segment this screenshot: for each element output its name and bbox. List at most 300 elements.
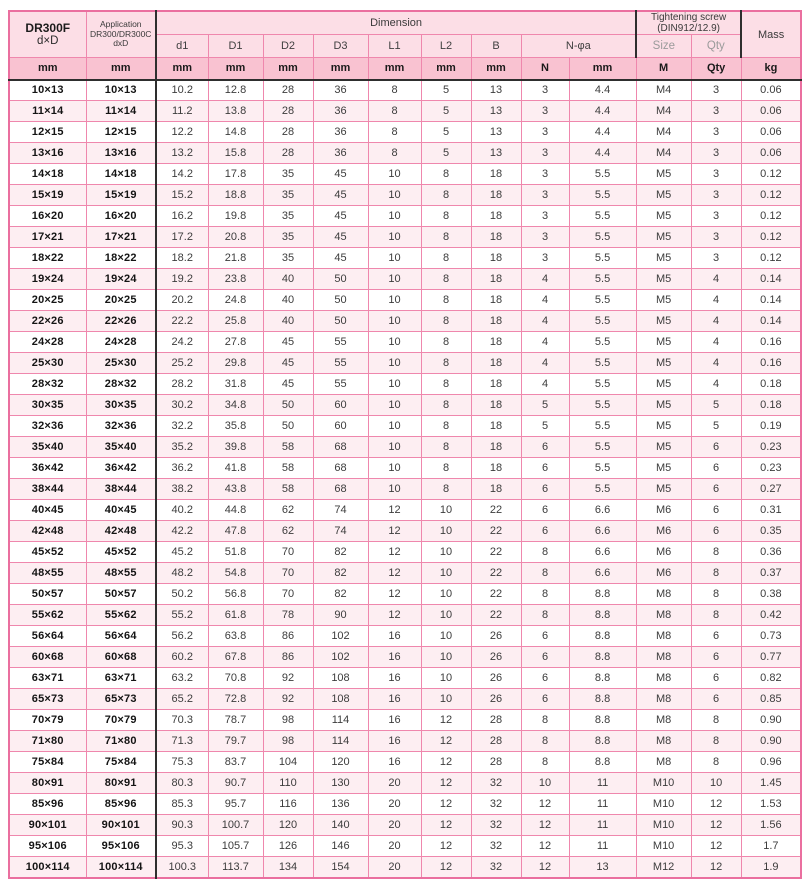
cell-N: 8 [521, 584, 569, 605]
cell-application-dxD: 15×19 [86, 185, 156, 206]
unit-N: N [521, 58, 569, 80]
cell-mass: 0.96 [741, 752, 801, 773]
cell-N: 6 [521, 458, 569, 479]
cell-phi-a: 5.5 [569, 395, 636, 416]
cell-D3: 60 [313, 416, 368, 437]
cell-D1: 41.8 [208, 458, 263, 479]
cell-screw-size: M5 [636, 206, 691, 227]
cell-phi-a: 13 [569, 857, 636, 878]
cell-D1: 27.8 [208, 332, 263, 353]
cell-D1: 51.8 [208, 542, 263, 563]
cell-L2: 8 [421, 206, 471, 227]
cell-D1: 83.7 [208, 752, 263, 773]
cell-D1: 100.7 [208, 815, 263, 836]
cell-dxD: 13×16 [9, 143, 86, 164]
cell-screw-qty: 4 [691, 353, 741, 374]
cell-N: 6 [521, 437, 569, 458]
cell-N: 12 [521, 794, 569, 815]
cell-D2: 45 [263, 332, 313, 353]
cell-L1: 10 [368, 290, 421, 311]
cell-D2: 116 [263, 794, 313, 815]
col-header-L2: L2 [421, 35, 471, 58]
cell-screw-size: M8 [636, 626, 691, 647]
cell-d1: 24.2 [156, 332, 208, 353]
cell-d1: 16.2 [156, 206, 208, 227]
cell-screw-size: M5 [636, 395, 691, 416]
cell-dxD: 42×48 [9, 521, 86, 542]
cell-D2: 134 [263, 857, 313, 878]
cell-phi-a: 5.5 [569, 437, 636, 458]
cell-application-dxD: 35×40 [86, 437, 156, 458]
cell-screw-qty: 8 [691, 542, 741, 563]
cell-screw-qty: 3 [691, 80, 741, 101]
cell-screw-qty: 6 [691, 500, 741, 521]
cell-phi-a: 11 [569, 794, 636, 815]
cell-screw-qty: 8 [691, 563, 741, 584]
cell-mass: 1.7 [741, 836, 801, 857]
cell-L1: 16 [368, 731, 421, 752]
cell-d1: 42.2 [156, 521, 208, 542]
header-row-groups [9, 11, 801, 35]
table-row [9, 521, 801, 542]
cell-d1: 35.2 [156, 437, 208, 458]
cell-D1: 56.8 [208, 584, 263, 605]
cell-D1: 15.8 [208, 143, 263, 164]
cell-dxD: 10×13 [9, 80, 86, 101]
cell-d1: 56.2 [156, 626, 208, 647]
cell-L2: 12 [421, 815, 471, 836]
cell-N: 3 [521, 227, 569, 248]
cell-N: 6 [521, 521, 569, 542]
table-row [9, 458, 801, 479]
cell-D2: 92 [263, 668, 313, 689]
cell-D2: 50 [263, 395, 313, 416]
cell-mass: 0.73 [741, 626, 801, 647]
cell-screw-qty: 8 [691, 584, 741, 605]
cell-screw-size: M12 [636, 857, 691, 878]
cell-L1: 20 [368, 857, 421, 878]
cell-B: 32 [471, 773, 521, 794]
cell-application-dxD: 11×14 [86, 101, 156, 122]
cell-D3: 55 [313, 353, 368, 374]
cell-B: 18 [471, 269, 521, 290]
cell-D1: 43.8 [208, 479, 263, 500]
cell-mass: 0.90 [741, 710, 801, 731]
cell-application-dxD: 45×52 [86, 542, 156, 563]
cell-phi-a: 4.4 [569, 80, 636, 101]
cell-application-dxD: 25×30 [86, 353, 156, 374]
cell-D2: 98 [263, 731, 313, 752]
cell-L1: 10 [368, 332, 421, 353]
cell-screw-qty: 8 [691, 731, 741, 752]
cell-dxD: 11×14 [9, 101, 86, 122]
cell-L2: 5 [421, 122, 471, 143]
cell-B: 18 [471, 290, 521, 311]
cell-D2: 40 [263, 269, 313, 290]
cell-D3: 102 [313, 626, 368, 647]
cell-L2: 8 [421, 290, 471, 311]
cell-B: 18 [471, 311, 521, 332]
cell-D2: 28 [263, 122, 313, 143]
cell-phi-a: 5.5 [569, 269, 636, 290]
cell-application-dxD: 48×55 [86, 563, 156, 584]
cell-screw-qty: 6 [691, 437, 741, 458]
cell-phi-a: 5.5 [569, 164, 636, 185]
cell-application-dxD: 24×28 [86, 332, 156, 353]
cell-N: 3 [521, 206, 569, 227]
cell-d1: 22.2 [156, 311, 208, 332]
cell-L1: 20 [368, 794, 421, 815]
cell-B: 18 [471, 206, 521, 227]
cell-screw-qty: 12 [691, 857, 741, 878]
cell-D1: 17.8 [208, 164, 263, 185]
col-header-dxd [9, 11, 86, 58]
cell-B: 26 [471, 647, 521, 668]
cell-D2: 40 [263, 290, 313, 311]
cell-L1: 16 [368, 710, 421, 731]
table-row [9, 836, 801, 857]
cell-screw-size: M5 [636, 227, 691, 248]
cell-mass: 0.06 [741, 80, 801, 101]
cell-D3: 45 [313, 227, 368, 248]
cell-dxD: 56×64 [9, 626, 86, 647]
cell-D1: 14.8 [208, 122, 263, 143]
table-row [9, 227, 801, 248]
col-header-L1: L1 [368, 35, 421, 58]
cell-phi-a: 4.4 [569, 122, 636, 143]
cell-application-dxD: 71×80 [86, 731, 156, 752]
cell-D2: 78 [263, 605, 313, 626]
cell-L2: 12 [421, 836, 471, 857]
cell-D1: 23.8 [208, 269, 263, 290]
table-row [9, 101, 801, 122]
cell-screw-size: M8 [636, 731, 691, 752]
cell-application-dxD: 18×22 [86, 248, 156, 269]
cell-L1: 10 [368, 248, 421, 269]
cell-phi-a: 8.8 [569, 626, 636, 647]
cell-L2: 10 [421, 563, 471, 584]
cell-d1: 36.2 [156, 458, 208, 479]
cell-L1: 10 [368, 437, 421, 458]
cell-D3: 74 [313, 521, 368, 542]
cell-d1: 18.2 [156, 248, 208, 269]
table-row [9, 752, 801, 773]
cell-D3: 45 [313, 164, 368, 185]
cell-B: 22 [471, 500, 521, 521]
cell-d1: 15.2 [156, 185, 208, 206]
cell-D3: 36 [313, 122, 368, 143]
cell-d1: 38.2 [156, 479, 208, 500]
cell-D1: 61.8 [208, 605, 263, 626]
cell-application-dxD: 42×48 [86, 521, 156, 542]
cell-d1: 17.2 [156, 227, 208, 248]
tightening-screw-line-2: (DIN912/12.9) [657, 23, 721, 34]
unit-B: mm [471, 58, 521, 80]
cell-D2: 28 [263, 80, 313, 101]
cell-L1: 12 [368, 563, 421, 584]
table-row [9, 374, 801, 395]
cell-mass: 0.14 [741, 311, 801, 332]
cell-d1: 48.2 [156, 563, 208, 584]
cell-screw-qty: 3 [691, 101, 741, 122]
cell-D3: 45 [313, 206, 368, 227]
cell-L2: 12 [421, 752, 471, 773]
cell-N: 8 [521, 710, 569, 731]
cell-screw-qty: 8 [691, 710, 741, 731]
cell-mass: 1.9 [741, 857, 801, 878]
cell-mass: 0.06 [741, 143, 801, 164]
cell-screw-size: M4 [636, 101, 691, 122]
cell-B: 13 [471, 101, 521, 122]
cell-application-dxD: 19×24 [86, 269, 156, 290]
cell-D1: 24.8 [208, 290, 263, 311]
table-row [9, 647, 801, 668]
cell-N: 6 [521, 626, 569, 647]
cell-B: 13 [471, 122, 521, 143]
cell-N: 4 [521, 311, 569, 332]
cell-dxD: 50×57 [9, 584, 86, 605]
cell-mass: 0.38 [741, 584, 801, 605]
cell-mass: 0.23 [741, 437, 801, 458]
cell-L2: 8 [421, 227, 471, 248]
cell-N: 4 [521, 332, 569, 353]
cell-mass: 0.31 [741, 500, 801, 521]
cell-B: 32 [471, 857, 521, 878]
cell-B: 26 [471, 668, 521, 689]
cell-mass: 0.36 [741, 542, 801, 563]
unit-D3: mm [313, 58, 368, 80]
cell-d1: 63.2 [156, 668, 208, 689]
table-row [9, 395, 801, 416]
cell-d1: 20.2 [156, 290, 208, 311]
cell-phi-a: 4.4 [569, 101, 636, 122]
cell-L2: 8 [421, 395, 471, 416]
cell-L2: 8 [421, 416, 471, 437]
cell-D3: 50 [313, 269, 368, 290]
col-header-dxd-title: DR300F [25, 20, 71, 35]
cell-d1: 71.3 [156, 731, 208, 752]
cell-D2: 45 [263, 374, 313, 395]
cell-D3: 55 [313, 374, 368, 395]
cell-L1: 20 [368, 836, 421, 857]
dimension-table [8, 10, 802, 879]
unit-d1: mm [156, 58, 208, 80]
cell-D3: 108 [313, 668, 368, 689]
cell-mass: 0.82 [741, 668, 801, 689]
cell-D2: 35 [263, 206, 313, 227]
cell-phi-a: 8.8 [569, 689, 636, 710]
cell-L2: 12 [421, 773, 471, 794]
cell-L2: 8 [421, 248, 471, 269]
cell-screw-qty: 12 [691, 794, 741, 815]
cell-dxD: 70×79 [9, 710, 86, 731]
cell-application-dxD: 28×32 [86, 374, 156, 395]
cell-mass: 0.18 [741, 374, 801, 395]
cell-dxD: 30×35 [9, 395, 86, 416]
cell-screw-size: M4 [636, 80, 691, 101]
cell-d1: 28.2 [156, 374, 208, 395]
cell-N: 3 [521, 80, 569, 101]
cell-N: 8 [521, 563, 569, 584]
cell-L1: 20 [368, 815, 421, 836]
unit-phi-a: mm [569, 58, 636, 80]
col-group-dimension: Dimension [156, 11, 636, 35]
cell-D2: 28 [263, 143, 313, 164]
cell-screw-size: M6 [636, 563, 691, 584]
cell-mass: 0.85 [741, 689, 801, 710]
cell-B: 18 [471, 353, 521, 374]
cell-N: 4 [521, 269, 569, 290]
cell-D2: 86 [263, 647, 313, 668]
cell-dxD: 19×24 [9, 269, 86, 290]
cell-d1: 50.2 [156, 584, 208, 605]
cell-L2: 12 [421, 731, 471, 752]
cell-phi-a: 5.5 [569, 248, 636, 269]
cell-B: 22 [471, 521, 521, 542]
cell-screw-size: M5 [636, 332, 691, 353]
cell-D3: 90 [313, 605, 368, 626]
cell-D1: 78.7 [208, 710, 263, 731]
cell-L2: 10 [421, 626, 471, 647]
cell-screw-size: M8 [636, 584, 691, 605]
cell-L2: 12 [421, 857, 471, 878]
cell-D3: 120 [313, 752, 368, 773]
cell-screw-size: M5 [636, 374, 691, 395]
cell-L1: 16 [368, 752, 421, 773]
cell-mass: 0.12 [741, 164, 801, 185]
cell-D3: 45 [313, 248, 368, 269]
cell-d1: 75.3 [156, 752, 208, 773]
cell-phi-a: 6.6 [569, 500, 636, 521]
cell-N: 12 [521, 857, 569, 878]
table-row [9, 668, 801, 689]
cell-dxD: 80×91 [9, 773, 86, 794]
cell-screw-size: M6 [636, 500, 691, 521]
cell-D3: 68 [313, 437, 368, 458]
cell-screw-qty: 8 [691, 605, 741, 626]
cell-mass: 0.35 [741, 521, 801, 542]
cell-L1: 12 [368, 521, 421, 542]
units-row [9, 58, 801, 80]
table-row [9, 731, 801, 752]
cell-N: 8 [521, 605, 569, 626]
cell-B: 18 [471, 164, 521, 185]
cell-application-dxD: 75×84 [86, 752, 156, 773]
cell-D2: 35 [263, 185, 313, 206]
cell-screw-qty: 6 [691, 479, 741, 500]
table-row [9, 164, 801, 185]
cell-application-dxD: 10×13 [86, 80, 156, 101]
cell-dxD: 95×106 [9, 836, 86, 857]
cell-application-dxD: 50×57 [86, 584, 156, 605]
cell-D3: 36 [313, 143, 368, 164]
cell-dxD: 100×114 [9, 857, 86, 878]
cell-L2: 8 [421, 164, 471, 185]
cell-B: 28 [471, 731, 521, 752]
cell-D2: 110 [263, 773, 313, 794]
cell-N: 12 [521, 815, 569, 836]
cell-D3: 50 [313, 311, 368, 332]
cell-B: 22 [471, 605, 521, 626]
cell-phi-a: 11 [569, 773, 636, 794]
cell-screw-qty: 10 [691, 773, 741, 794]
cell-application-dxD: 12×15 [86, 122, 156, 143]
cell-d1: 80.3 [156, 773, 208, 794]
cell-D2: 58 [263, 458, 313, 479]
cell-phi-a: 5.5 [569, 458, 636, 479]
cell-d1: 13.2 [156, 143, 208, 164]
cell-phi-a: 6.6 [569, 542, 636, 563]
cell-D2: 62 [263, 500, 313, 521]
table-row [9, 122, 801, 143]
cell-D3: 50 [313, 290, 368, 311]
cell-screw-size: M8 [636, 668, 691, 689]
cell-application-dxD: 63×71 [86, 668, 156, 689]
cell-phi-a: 4.4 [569, 143, 636, 164]
col-group-tightening-screw [636, 11, 741, 35]
unit-screw-qty: Qty [691, 58, 741, 80]
unit-dxd: mm [9, 58, 86, 80]
table-row [9, 479, 801, 500]
cell-mass: 0.14 [741, 290, 801, 311]
cell-phi-a: 8.8 [569, 752, 636, 773]
cell-L2: 8 [421, 269, 471, 290]
cell-D2: 58 [263, 479, 313, 500]
cell-mass: 0.19 [741, 416, 801, 437]
cell-application-dxD: 65×73 [86, 689, 156, 710]
cell-d1: 100.3 [156, 857, 208, 878]
cell-screw-size: M5 [636, 353, 691, 374]
cell-D2: 35 [263, 227, 313, 248]
cell-screw-size: M8 [636, 689, 691, 710]
cell-dxD: 15×19 [9, 185, 86, 206]
cell-phi-a: 6.6 [569, 521, 636, 542]
cell-screw-qty: 4 [691, 311, 741, 332]
cell-screw-size: M5 [636, 311, 691, 332]
cell-dxD: 12×15 [9, 122, 86, 143]
cell-D3: 136 [313, 794, 368, 815]
cell-dxD: 75×84 [9, 752, 86, 773]
cell-phi-a: 6.6 [569, 563, 636, 584]
cell-phi-a: 8.8 [569, 668, 636, 689]
cell-mass: 0.14 [741, 269, 801, 290]
cell-D3: 68 [313, 458, 368, 479]
cell-D1: 13.8 [208, 101, 263, 122]
cell-dxD: 22×26 [9, 311, 86, 332]
cell-phi-a: 8.8 [569, 605, 636, 626]
cell-screw-size: M8 [636, 647, 691, 668]
cell-dxD: 32×36 [9, 416, 86, 437]
cell-screw-size: M6 [636, 542, 691, 563]
cell-phi-a: 5.5 [569, 479, 636, 500]
table-row [9, 773, 801, 794]
cell-mass: 0.06 [741, 101, 801, 122]
cell-d1: 30.2 [156, 395, 208, 416]
cell-phi-a: 8.8 [569, 584, 636, 605]
application-line-1: Application [99, 19, 142, 30]
cell-D3: 45 [313, 185, 368, 206]
cell-screw-qty: 4 [691, 269, 741, 290]
cell-B: 18 [471, 374, 521, 395]
cell-screw-size: M5 [636, 269, 691, 290]
cell-mass: 0.06 [741, 122, 801, 143]
cell-L1: 16 [368, 647, 421, 668]
cell-d1: 25.2 [156, 353, 208, 374]
cell-D1: 18.8 [208, 185, 263, 206]
cell-screw-qty: 3 [691, 248, 741, 269]
cell-mass: 0.27 [741, 479, 801, 500]
cell-L2: 10 [421, 500, 471, 521]
